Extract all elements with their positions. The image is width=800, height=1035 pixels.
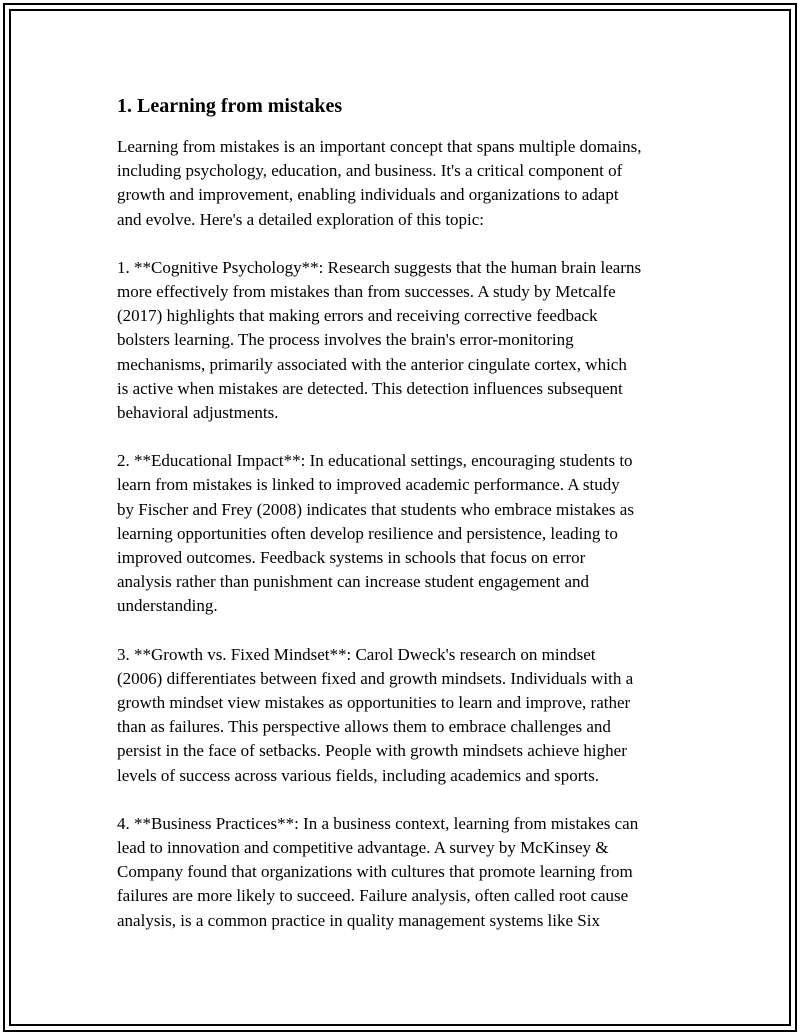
document-body (117, 92, 692, 957)
paragraph-cognitive-psychology: 1. **Cognitive Psychology**: Research suggests that the human brain learns more effectively from mistakes than from successes. A study by Metcalfe (2017) highlights that making errors and receiving corrective feedback bolsters learning. The process involves the brain's error-monitoring mechanisms, primarily associated with the anterior cingulate cortex, which is active when mistakes are detected. This detection influences subsequent behavioral adjustments. (117, 257, 642, 423)
paragraph-growth-mindset: 3. **Growth vs. Fixed Mindset**: Carol Dweck's research on mindset (2006) differentiates between fixed and growth mindsets. Individuals with a growth mindset view mistakes as opportunities to learn and improve, rather than as failures. This perspective allows them to embrace challenges and persist in the face of setbacks. People with growth mindsets achieve higher levels of success across various fields, including academics and sports. (117, 644, 634, 785)
section-heading: 1. Learning from mistakes (117, 95, 343, 117)
paragraph-business-practices: 4. **Business Practices**: In a business context, learning from mistakes can lead to innovation and competitive advantage. A survey by McKinsey & Company found that organizations with cultures that promote learning from failures are more likely to succeed. Failure analysis, often called root cause analysis, is a common practice in quality management systems like Six (117, 813, 639, 930)
intro-paragraph: Learning from mistakes is an important concept that spans multiple domains, including psychology, education, and business. It's a critical component of growth and improvement, enabling individuals and organizations to adapt and evolve. Here's a detailed exploration of this topic: (117, 137, 642, 229)
paragraph-educational-impact: 2. **Educational Impact**: In educational settings, encouraging students to learn from mistakes is linked to improved academic performance. A study by Fischer and Frey (2008) indicates that students who embrace mistakes as learning opportunities often develop resilience and persistence, leading to improved outcomes. Feedback systems in schools that focus on error analysis rather than punishment can increase student engagement and understanding. (117, 451, 634, 616)
